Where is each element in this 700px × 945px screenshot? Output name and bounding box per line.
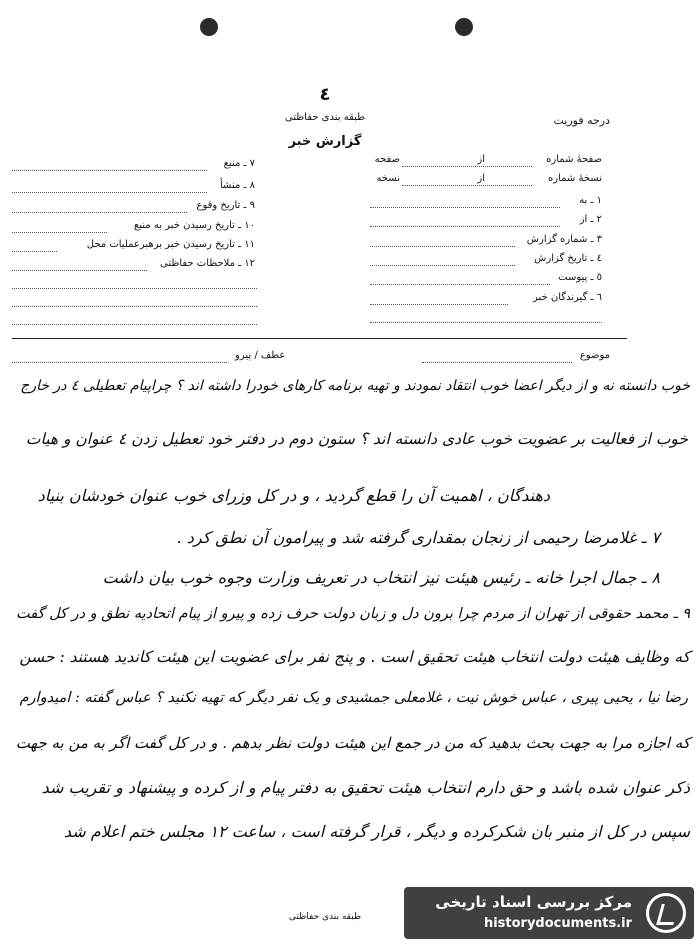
field-date-to-source: ۱۰ ـ تاریخ رسیدن خبر به منبع <box>133 220 255 231</box>
page-number-field: صفحهٔ شماره <box>546 154 602 165</box>
field-source: ۷ ـ منبع <box>223 158 255 169</box>
handwritten-line-7: که وظایف هیئت دولت انتخاب هیئت تحقیق است . و پنج نفر برای عضویت این هیئت کاندید هستند : حسن <box>19 648 690 666</box>
left-blank-dots-2 <box>12 306 257 307</box>
field-to-dots <box>370 207 560 208</box>
field-report-number-dots <box>370 246 515 247</box>
reference-dots <box>12 362 227 363</box>
field-from: ۲ ـ از <box>579 214 602 225</box>
page-unit-label: صفحه <box>374 154 400 165</box>
page-number-dots <box>402 166 532 167</box>
copy-number-field: نسخهٔ شماره <box>548 173 602 184</box>
field-date-to-source-dots <box>12 232 107 233</box>
urgency-label: درجه فوریت <box>553 114 610 127</box>
field-report-date-dots <box>370 265 515 266</box>
classification-label: طبقه بندی حفاظتی <box>284 112 366 123</box>
copy-number-dots <box>402 185 532 186</box>
field-event-date-dots <box>12 212 187 213</box>
handwritten-line-5: ۸ ـ جمال اجرا خانه ـ رئیس هیئت نیز انتخاب در تعریف وزارت وجوه خوب بیان داشت <box>102 568 660 587</box>
archive-logo-icon <box>646 893 686 933</box>
handwritten-line-4: ۷ ـ غلامرضا رحیمی از زنجان بمقداری گرفته شد و پیرامون آن نطق کرد . <box>176 528 660 547</box>
field-source-dots <box>12 170 207 171</box>
watermark-title: مرکز بررسی اسناد تاریخی <box>435 893 632 911</box>
field-attachment-dots <box>370 284 550 285</box>
watermark-url: historydocuments.ir <box>483 916 632 931</box>
handwritten-line-6: ۹ ـ محمد حقوقی از تهران از مردم چرا برون دل و زبان دولت حرف زده و پیرو از پیام اتحادیه نطق و در کل گفت <box>15 606 690 622</box>
field-security-notes: ۱۲ ـ ملاحظات حفاظتی <box>160 258 255 269</box>
left-blank-dots-3 <box>12 324 257 325</box>
left-blank-dots-1 <box>12 288 257 289</box>
field-from-dots <box>370 226 560 227</box>
subject-label: موضوع <box>579 350 610 361</box>
handwritten-line-3: دهندگان ، اهمیت آن را قطع گردید ، و در کل وزرای خوب عنوان خودشان بنیاد <box>37 486 550 505</box>
field-origin-dots <box>12 192 207 193</box>
copy-of-label: از <box>477 173 485 184</box>
copy-unit-label: نسخه <box>376 173 400 184</box>
field-attachment: ٥ ـ پیوست <box>558 272 602 283</box>
handwritten-line-8: رضا نیا ، یحیی پیری ، عباس خوش نیت ، غلامعلی جمشیدی و یک نفر دیگر که تهیه نکنید ؟ عباس گفته : امیدوارم <box>19 690 688 706</box>
handwritten-line-2: خوب از فعالیت بر عضویت خوب عادی دانسته اند ؟ ستون دوم در دفتر خود تعطیل زدن ٤ عنوان و هیات <box>25 430 688 448</box>
field-date-to-operations: ۱۱ ـ تاریخ رسیدن خبر برهبرعملیات محل <box>86 239 255 250</box>
handwritten-line-11: سپس در کل از منبر بان شکرکرده و دیگر ، قرار گرفته است ، ساعت ۱۲ مجلس ختم اعلام شد <box>63 822 690 841</box>
field-recipients-dots <box>370 304 508 305</box>
field-recipients: ٦ ـ گیرندگان خبر <box>532 292 602 303</box>
field-origin: ۸ ـ منشأ <box>219 180 255 191</box>
header-divider <box>12 338 627 339</box>
reference-label: عطف / پیرو <box>235 350 286 361</box>
form-number: ٤ <box>319 84 331 105</box>
field-event-date: ۹ ـ تاریخ وقوع <box>196 200 255 211</box>
watermark-logo <box>404 887 694 939</box>
footer-classification-label: طبقه بندی حفاظتی <box>288 912 362 922</box>
field-report-date: ٤ ـ تاریخ گزارش <box>534 253 602 264</box>
handwritten-line-9: که اجازه مرا به جهت بحث بدهید که من در جمع این هیئت دولت نظر بدهم . و در کل گفت اگر به من به جهت <box>15 734 690 752</box>
field-report-number: ۳ ـ شماره گزارش <box>526 234 602 245</box>
punch-hole-right <box>455 18 473 36</box>
handwritten-line-10: ذکر عنوان شده باشد و حق دارم انتخاب هیئت تحقیق به دفتر پیام و از کرده و پیشنهاد و تقریب شد <box>41 778 690 797</box>
field-to: ۱ ـ به <box>579 195 602 206</box>
handwritten-line-1: خوب دانسته نه و از دیگر اعضا خوب انتقاد نمودند و تهیه برنامه کارهای خودرا داشته اند ؟ چراپیام تعطیلی ٤ در خارج <box>20 378 690 394</box>
field-date-to-operations-dots <box>12 251 57 252</box>
punch-hole-left <box>200 18 218 36</box>
field-recipients-dots-2 <box>370 322 602 323</box>
form-title: گزارش خبر <box>288 134 362 149</box>
subject-dots <box>422 362 572 363</box>
page-of-label: از <box>477 154 485 165</box>
field-security-notes-dots <box>12 270 147 271</box>
